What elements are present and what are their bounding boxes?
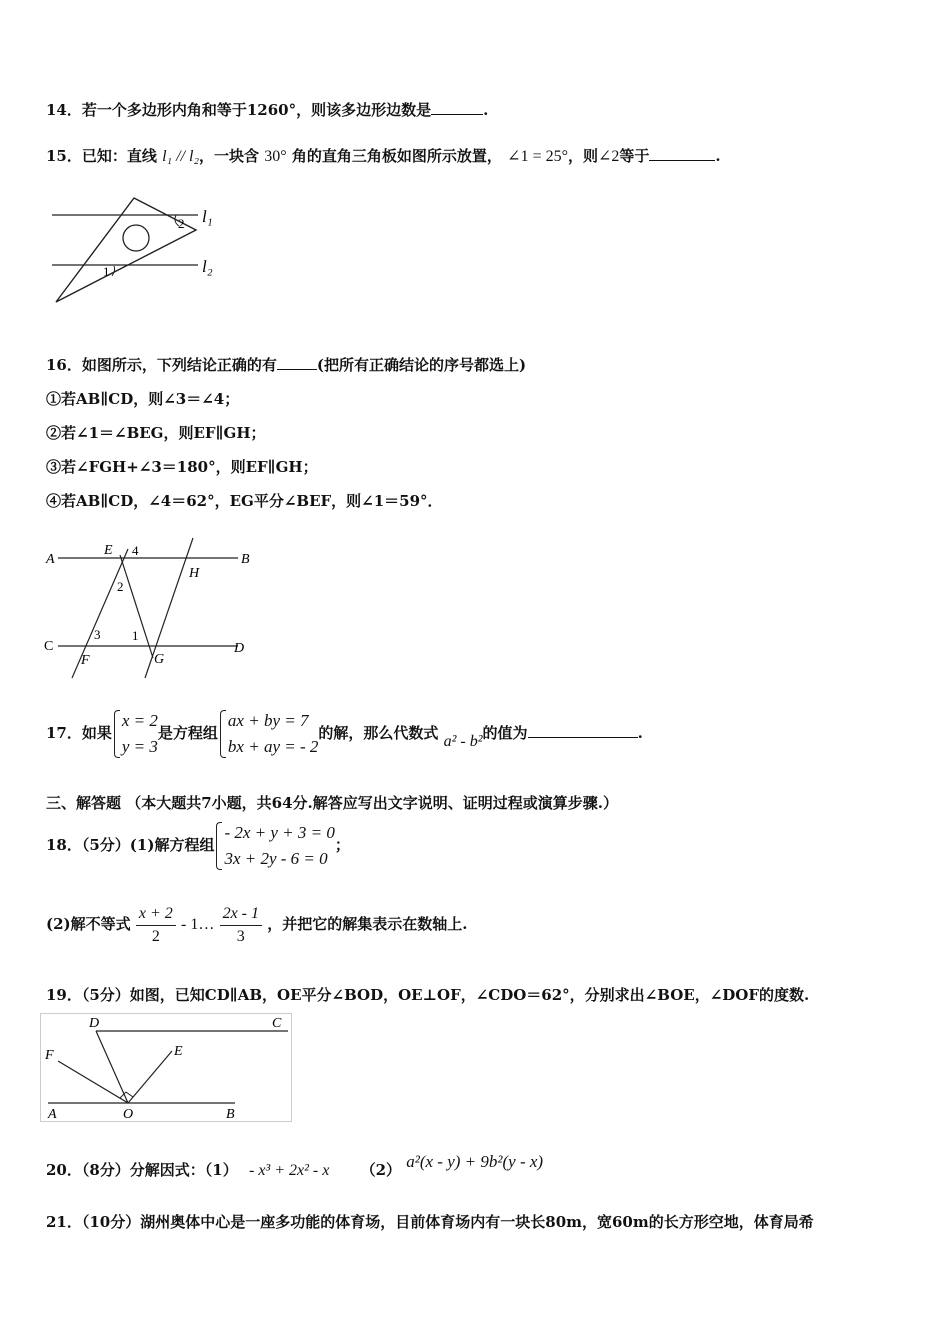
q20-expr2: a²(x - y) + 9b²(y - x) <box>406 1152 544 1171</box>
q15-angle1: ∠1 = 25° <box>507 148 568 165</box>
question-17 <box>46 703 643 764</box>
label-2: 2 <box>178 216 185 231</box>
q18-frac1-denominator: 2 <box>151 927 160 945</box>
q20-expr1: - x³ + 2x² - x <box>248 1162 330 1179</box>
q17-sys2-line2: bx + ay = - 2 <box>227 737 319 756</box>
q17-suffix: 的值为 <box>482 724 528 742</box>
figure-frame <box>41 1014 292 1122</box>
q18-frac2-numerator: 2x - 1 <box>220 903 262 926</box>
q17-end: . <box>637 724 643 742</box>
label-2: 2 <box>117 579 124 594</box>
q18-part2-prefix: (2)解不等式 <box>46 915 131 933</box>
label-D: D <box>89 1016 100 1031</box>
q16-option-1: ①若AB∥CD，则∠3＝∠4； <box>46 390 240 408</box>
answer-blank <box>277 355 317 370</box>
label-B: B <box>226 1107 235 1122</box>
angle1-arc <box>112 266 115 276</box>
label-A: A <box>46 552 55 567</box>
q15-suffix: 等于 <box>619 147 650 165</box>
q16-option-4: ④若AB∥CD，∠4＝62°，EG平分∠BEF，则∠1＝59°． <box>46 492 443 510</box>
label-B: B <box>241 552 250 567</box>
label-E: E <box>174 1044 183 1059</box>
q18-mid: - 1… <box>181 916 215 933</box>
q17-sys1-line1: x = 2 <box>121 711 158 730</box>
q16-parallel-figure <box>40 535 265 685</box>
label-A: A <box>48 1107 57 1122</box>
triangle <box>56 198 196 302</box>
label-O: O <box>123 1107 134 1122</box>
section-3-heading: 三、解答题 （本大题共7小题，共64分.解答应写出文字说明、证明过程或演算步骤.） <box>46 794 618 812</box>
line-OF <box>58 1061 128 1103</box>
q15-end: . <box>715 147 721 165</box>
label-E: E <box>104 543 113 558</box>
q15-mid3: ，则 <box>567 147 598 165</box>
answer-blank <box>649 146 715 161</box>
label-l1: l₁ <box>202 207 213 226</box>
q18-part2-suffix: ，并把它的解集表示在数轴上. <box>267 915 468 933</box>
q18-equation-system <box>214 820 334 872</box>
q15-angle-30: 30° <box>264 148 287 165</box>
label-4: 4 <box>132 543 139 558</box>
q17-sys1-line2: y = 3 <box>121 737 158 756</box>
q18-prefix: 18．（5分）(1)解方程组 <box>46 836 215 854</box>
q17-solution-system <box>112 708 158 760</box>
line-DO <box>96 1031 128 1103</box>
label-C: C <box>44 639 54 654</box>
q18-semicolon: ； <box>334 836 350 854</box>
q16-option-2: ②若∠1＝∠BEG，则EF∥GH； <box>46 424 266 442</box>
question-19: 19．（5分）如图，已知CD∥AB，OE平分∠BOD，OE⊥OF，∠CDO＝62°，分别求出∠BOE，∠DOF的度数. <box>46 986 810 1004</box>
q17-mid1: 是方程组 <box>157 724 218 742</box>
q18-fraction-2 <box>220 903 262 948</box>
question-14 <box>46 100 488 120</box>
answer-blank <box>431 100 483 115</box>
q17-expression: a² - b² <box>443 733 483 750</box>
q15-triangle-figure <box>46 190 246 310</box>
label-1: 1 <box>103 264 110 279</box>
label-F: F <box>81 653 90 668</box>
question-18-part1 <box>46 815 350 875</box>
q17-mid2: 的解，那么代数式 <box>318 724 439 742</box>
q20-part2-label: （2） <box>360 1161 402 1179</box>
q18-frac2-denominator: 3 <box>236 927 245 945</box>
question-21: 21．（10分）湖州奥体中心是一座多功能的体育场，目前体育场内有一块长80m，宽60m的长方形空地，体育局希 <box>46 1213 814 1231</box>
triangle-hole <box>123 225 149 251</box>
q16-stem-end: (把所有正确结论的序号都选上) <box>316 356 527 374</box>
q14-text: 14．若一个多边形内角和等于1260°，则该多边形边数是 <box>46 101 432 119</box>
question-16 <box>46 355 526 375</box>
q18-frac1-numerator: x + 2 <box>136 903 176 926</box>
q17-equation-system <box>218 708 318 760</box>
question-18-part2 <box>46 899 467 950</box>
label-3: 3 <box>94 627 101 642</box>
q17-sys2-line1: ax + by = 7 <box>227 711 309 730</box>
answer-blank <box>528 723 638 738</box>
right-angle-mark <box>120 1092 133 1098</box>
question-20 <box>46 1152 544 1181</box>
label-F: F <box>45 1048 54 1063</box>
q16-stem: 16．如图所示，下列结论正确的有 <box>46 356 277 374</box>
q17-prefix: 17．如果 <box>46 724 112 742</box>
label-l2: l₂ <box>202 257 213 276</box>
q14-end: . <box>483 101 489 119</box>
q19-angle-figure <box>40 1013 292 1125</box>
label-G: G <box>154 652 165 667</box>
q15-parallel-lines: l₁ // l₂ <box>162 148 200 165</box>
q20-prefix: 20．（8分）分解因式：（1） <box>46 1161 238 1179</box>
label-H: H <box>189 566 200 581</box>
q15-mid2: 角的直角三角板如图所示放置， <box>291 147 502 165</box>
label-C: C <box>272 1016 282 1031</box>
q18-fraction-1 <box>136 903 176 948</box>
label-D: D <box>234 641 245 656</box>
q18-sys-line2: 3x + 2y - 6 = 0 <box>224 849 328 868</box>
line-GH <box>145 538 193 678</box>
q15-prefix: 15．已知：直线 <box>46 147 157 165</box>
line-OE <box>128 1051 172 1103</box>
label-1: 1 <box>132 628 139 643</box>
q18-sys-line1: - 2x + y + 3 = 0 <box>224 823 335 842</box>
q15-mid1: ，一块含 <box>199 147 260 165</box>
q16-option-3: ③若∠FGH+∠3＝180°，则EF∥GH； <box>46 458 318 476</box>
q15-angle2: ∠2 <box>598 148 620 165</box>
question-15 <box>46 146 721 167</box>
